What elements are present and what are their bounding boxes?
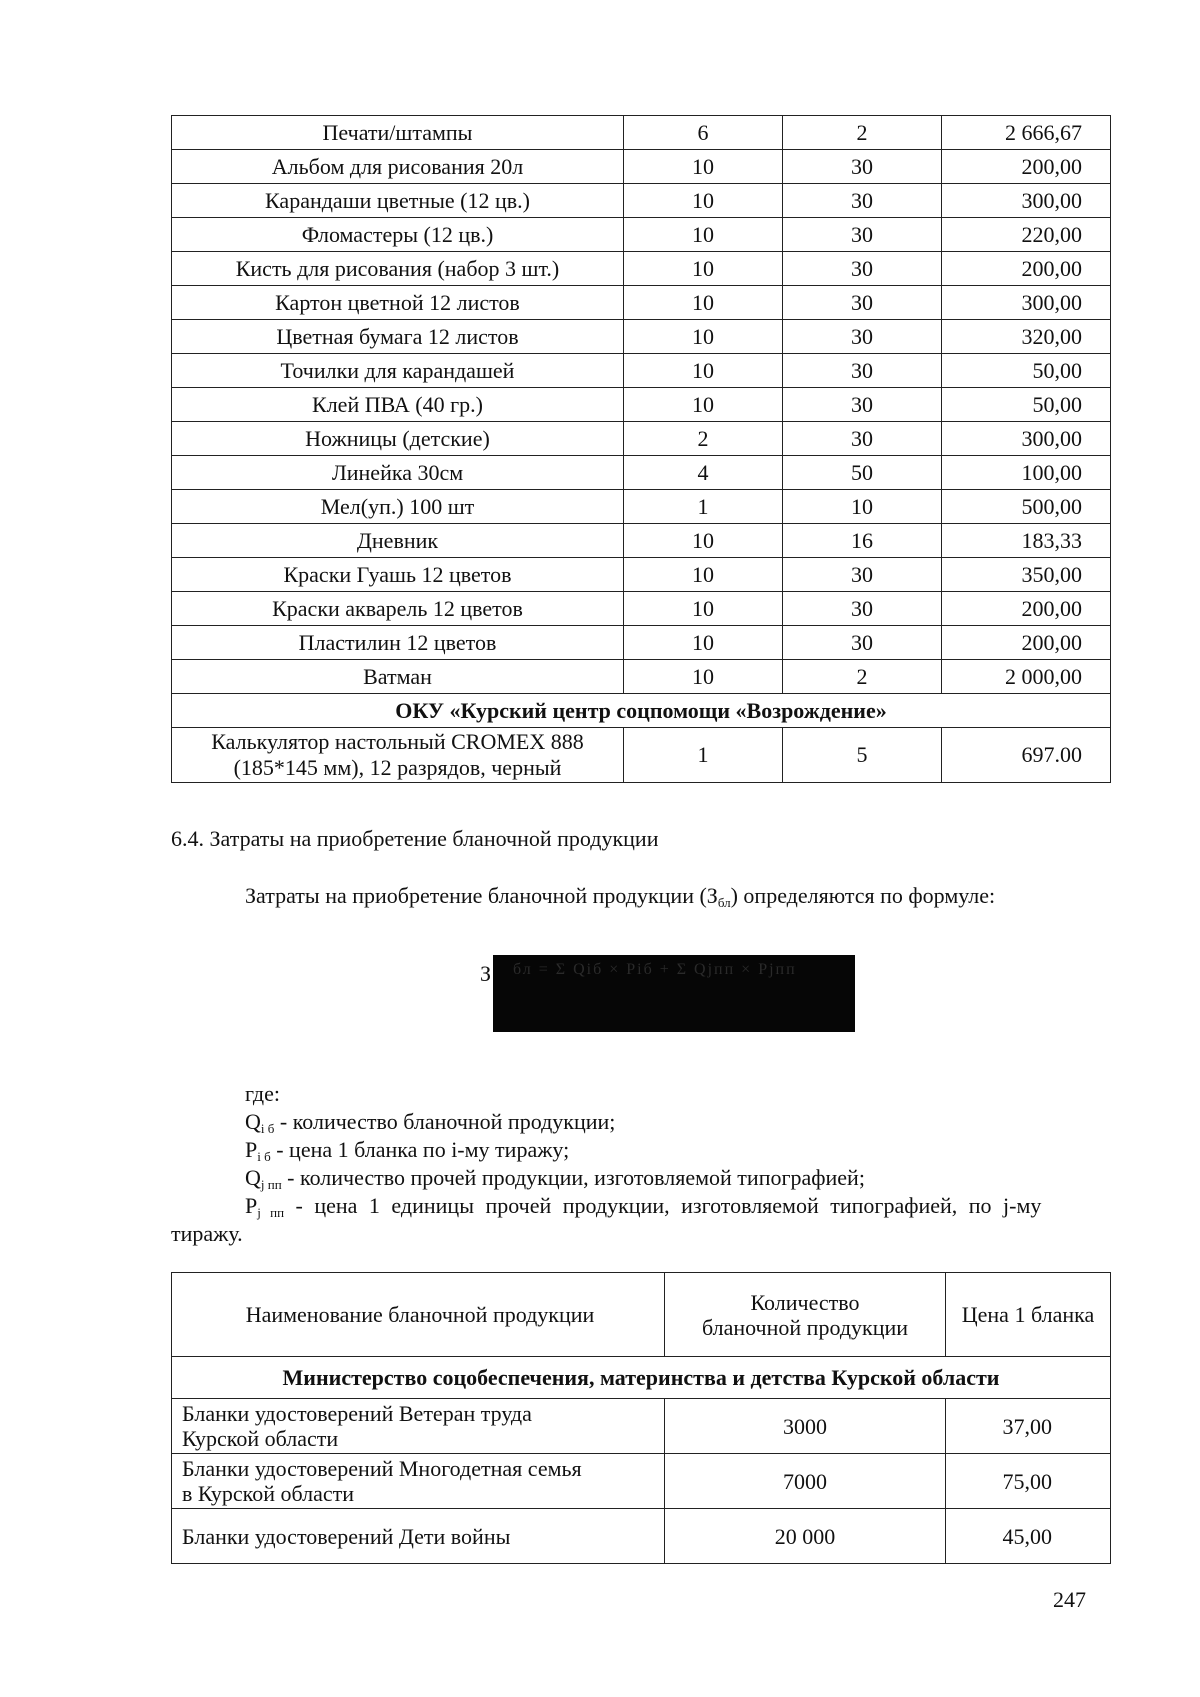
table-row xyxy=(172,660,1111,694)
item-term-cell: 30 xyxy=(783,150,942,184)
table-row xyxy=(172,116,1111,150)
definition-subscript: i б xyxy=(257,1149,271,1164)
definition-text: - количество прочей продукции, изготовляемой типографией; xyxy=(281,1165,865,1190)
definition-symbol: P xyxy=(245,1193,258,1218)
item-price-cell: 300,00 xyxy=(942,286,1111,320)
item-price-cell: 100,00 xyxy=(942,456,1111,490)
definition-text: - цена 1 единицы прочей продукции, изготовляемой типографией, по j-му xyxy=(284,1193,1042,1218)
form-price-cell: 37,00 xyxy=(946,1399,1111,1454)
section-cell: Министерство соцобеспечения, материнства и детства Курской области xyxy=(172,1357,1111,1399)
item-price-cell: 220,00 xyxy=(942,218,1111,252)
formula-image xyxy=(480,955,855,1032)
item-name-cell: Ватман xyxy=(172,660,624,694)
formula-faint-text: бл = Σ Qiб × Piб + Σ Qjпп × Pjпп xyxy=(513,961,797,978)
item-price-cell: 2 000,00 xyxy=(942,660,1111,694)
item-price-cell: 300,00 xyxy=(942,422,1111,456)
form-price-cell: 45,00 xyxy=(946,1509,1111,1564)
item-quantity-cell: 2 xyxy=(624,422,783,456)
item-term-cell: 2 xyxy=(783,116,942,150)
item-quantity-cell: 10 xyxy=(624,252,783,286)
item-price-cell: 183,33 xyxy=(942,524,1111,558)
item-term-cell: 30 xyxy=(783,592,942,626)
item-quantity-cell: 10 xyxy=(624,524,783,558)
table-row xyxy=(172,252,1111,286)
formula-lead-glyph: З xyxy=(480,961,492,986)
header-quantity-line: Количество xyxy=(750,1289,860,1315)
item-quantity-cell: 10 xyxy=(624,660,783,694)
item-term-cell: 30 xyxy=(783,252,942,286)
item-quantity-cell: 10 xyxy=(624,558,783,592)
item-term-cell: 5 xyxy=(783,728,942,783)
definition-line xyxy=(245,1193,1041,1226)
item-name-cell: Краски Гуашь 12 цветов xyxy=(172,558,624,592)
item-name-line: Калькулятор настольный CROMEX 888 xyxy=(211,729,584,754)
table-row xyxy=(172,558,1111,592)
form-name-cell xyxy=(172,1399,665,1454)
table-row xyxy=(172,422,1111,456)
item-name-cell: Точилки для карандашей xyxy=(172,354,624,388)
item-quantity-cell: 10 xyxy=(624,354,783,388)
item-name-cell xyxy=(172,728,624,783)
supplies-table xyxy=(171,115,1111,783)
item-name-cell: Краски акварель 12 цветов xyxy=(172,592,624,626)
item-price-cell: 200,00 xyxy=(942,252,1111,286)
definition-tail: тиражу. xyxy=(171,1221,243,1246)
item-quantity-cell: 10 xyxy=(624,320,783,354)
section-cell: ОКУ «Курский центр соцпомощи «Возрождение» xyxy=(172,694,1111,728)
item-name-cell: Цветная бумага 12 листов xyxy=(172,320,624,354)
table-row xyxy=(172,286,1111,320)
item-name-cell: Пластилин 12 цветов xyxy=(172,626,624,660)
table-row xyxy=(172,524,1111,558)
item-price-cell: 2 666,67 xyxy=(942,116,1111,150)
form-quantity-cell: 7000 xyxy=(665,1454,946,1509)
where-label: где: xyxy=(245,1081,280,1106)
item-price-cell: 500,00 xyxy=(942,490,1111,524)
item-name-line: (185*145 мм), 12 разрядов, черный xyxy=(233,755,562,780)
form-name-cell xyxy=(172,1454,665,1509)
table-row xyxy=(172,456,1111,490)
table-row xyxy=(172,184,1111,218)
table-row xyxy=(172,1399,1111,1454)
item-price-cell: 200,00 xyxy=(942,626,1111,660)
item-name-cell: Линейка 30см xyxy=(172,456,624,490)
table-row xyxy=(172,1509,1111,1564)
form-name-line: Курской области xyxy=(182,1426,339,1451)
item-name-cell: Карандаши цветные (12 цв.) xyxy=(172,184,624,218)
form-name-line: в Курской области xyxy=(182,1481,355,1506)
item-term-cell: 30 xyxy=(783,354,942,388)
definition-symbol: Q xyxy=(245,1165,261,1190)
item-quantity-cell: 1 xyxy=(624,490,783,524)
form-name-line: Бланки удостоверений Дети войны xyxy=(182,1523,511,1549)
item-term-cell: 2 xyxy=(783,660,942,694)
item-quantity-cell: 10 xyxy=(624,184,783,218)
item-name-cell: Печати/штампы xyxy=(172,116,624,150)
item-name-cell: Фломастеры (12 цв.) xyxy=(172,218,624,252)
header-quantity-cell xyxy=(665,1273,946,1357)
item-term-cell: 30 xyxy=(783,320,942,354)
item-name-cell: Кисть для рисования (набор 3 шт.) xyxy=(172,252,624,286)
item-term-cell: 30 xyxy=(783,626,942,660)
definition-subscript: j пп xyxy=(257,1205,285,1220)
item-price-cell: 200,00 xyxy=(942,592,1111,626)
header-quantity-line: бланочной продукции xyxy=(701,1314,909,1340)
item-name-cell: Дневник xyxy=(172,524,624,558)
item-price-cell: 50,00 xyxy=(942,388,1111,422)
item-price-cell: 200,00 xyxy=(942,150,1111,184)
table-row xyxy=(172,1454,1111,1509)
page-number: 247 xyxy=(1053,1587,1086,1612)
item-term-cell: 16 xyxy=(783,524,942,558)
item-name-cell: Альбом для рисования 20л xyxy=(172,150,624,184)
form-quantity-cell: 3000 xyxy=(665,1399,946,1454)
table-row xyxy=(172,218,1111,252)
item-name-cell: Мел(уп.) 100 шт xyxy=(172,490,624,524)
definition-subscript: j пп xyxy=(260,1177,282,1192)
table-row xyxy=(172,388,1111,422)
form-name-line: Бланки удостоверений Многодетная семья xyxy=(182,1456,582,1481)
table-section-row xyxy=(172,1357,1111,1399)
definition-text: - цена 1 бланка по i-му тиражу; xyxy=(270,1137,570,1162)
definition-subscript: i б xyxy=(260,1121,275,1136)
section-title: 6.4. Затраты на приобретение бланочной продукции xyxy=(171,826,659,851)
header-price-cell: Цена 1 бланка xyxy=(946,1273,1111,1357)
item-price-cell: 350,00 xyxy=(942,558,1111,592)
item-price-cell: 320,00 xyxy=(942,320,1111,354)
item-term-cell: 10 xyxy=(783,490,942,524)
item-price-cell: 697.00 xyxy=(942,728,1111,783)
item-quantity-cell: 10 xyxy=(624,150,783,184)
item-quantity-cell: 4 xyxy=(624,456,783,490)
item-name-cell: Ножницы (детские) xyxy=(172,422,624,456)
form-price-cell: 75,00 xyxy=(946,1454,1111,1509)
item-term-cell: 50 xyxy=(783,456,942,490)
item-term-cell: 30 xyxy=(783,286,942,320)
intro-subscript: бл xyxy=(717,895,731,910)
table-section-row xyxy=(172,694,1111,728)
item-name-cell: Картон цветной 12 листов xyxy=(172,286,624,320)
definition-text: - количество бланочной продукции; xyxy=(274,1109,616,1134)
item-price-cell: 300,00 xyxy=(942,184,1111,218)
item-quantity-cell: 10 xyxy=(624,286,783,320)
intro-text-after: ) определяются по формуле: xyxy=(730,883,996,908)
intro-paragraph xyxy=(245,883,995,916)
definition-symbol: Q xyxy=(245,1109,261,1134)
item-quantity-cell: 1 xyxy=(624,728,783,783)
item-quantity-cell: 10 xyxy=(624,218,783,252)
item-term-cell: 30 xyxy=(783,558,942,592)
item-price-cell: 50,00 xyxy=(942,354,1111,388)
item-quantity-cell: 10 xyxy=(624,626,783,660)
definition-symbol: P xyxy=(245,1137,258,1162)
form-name-cell xyxy=(172,1509,665,1564)
item-term-cell: 30 xyxy=(783,422,942,456)
item-term-cell: 30 xyxy=(783,388,942,422)
item-term-cell: 30 xyxy=(783,218,942,252)
form-name-line: Бланки удостоверений Ветеран труда xyxy=(182,1401,532,1426)
table-row xyxy=(172,626,1111,660)
table-header-row xyxy=(172,1273,1111,1357)
table-row xyxy=(172,320,1111,354)
table-row xyxy=(172,728,1111,783)
form-quantity-cell: 20 000 xyxy=(665,1509,946,1564)
item-name-cell: Клей ПВА (40 гр.) xyxy=(172,388,624,422)
forms-table xyxy=(171,1272,1111,1564)
table-row xyxy=(172,490,1111,524)
table-row xyxy=(172,354,1111,388)
item-quantity-cell: 6 xyxy=(624,116,783,150)
item-quantity-cell: 10 xyxy=(624,592,783,626)
item-term-cell: 30 xyxy=(783,184,942,218)
table-row xyxy=(172,150,1111,184)
table-row xyxy=(172,592,1111,626)
item-quantity-cell: 10 xyxy=(624,388,783,422)
header-name-cell: Наименование бланочной продукции xyxy=(172,1273,665,1357)
intro-text: Затраты на приобретение бланочной продукции (З xyxy=(245,883,718,908)
